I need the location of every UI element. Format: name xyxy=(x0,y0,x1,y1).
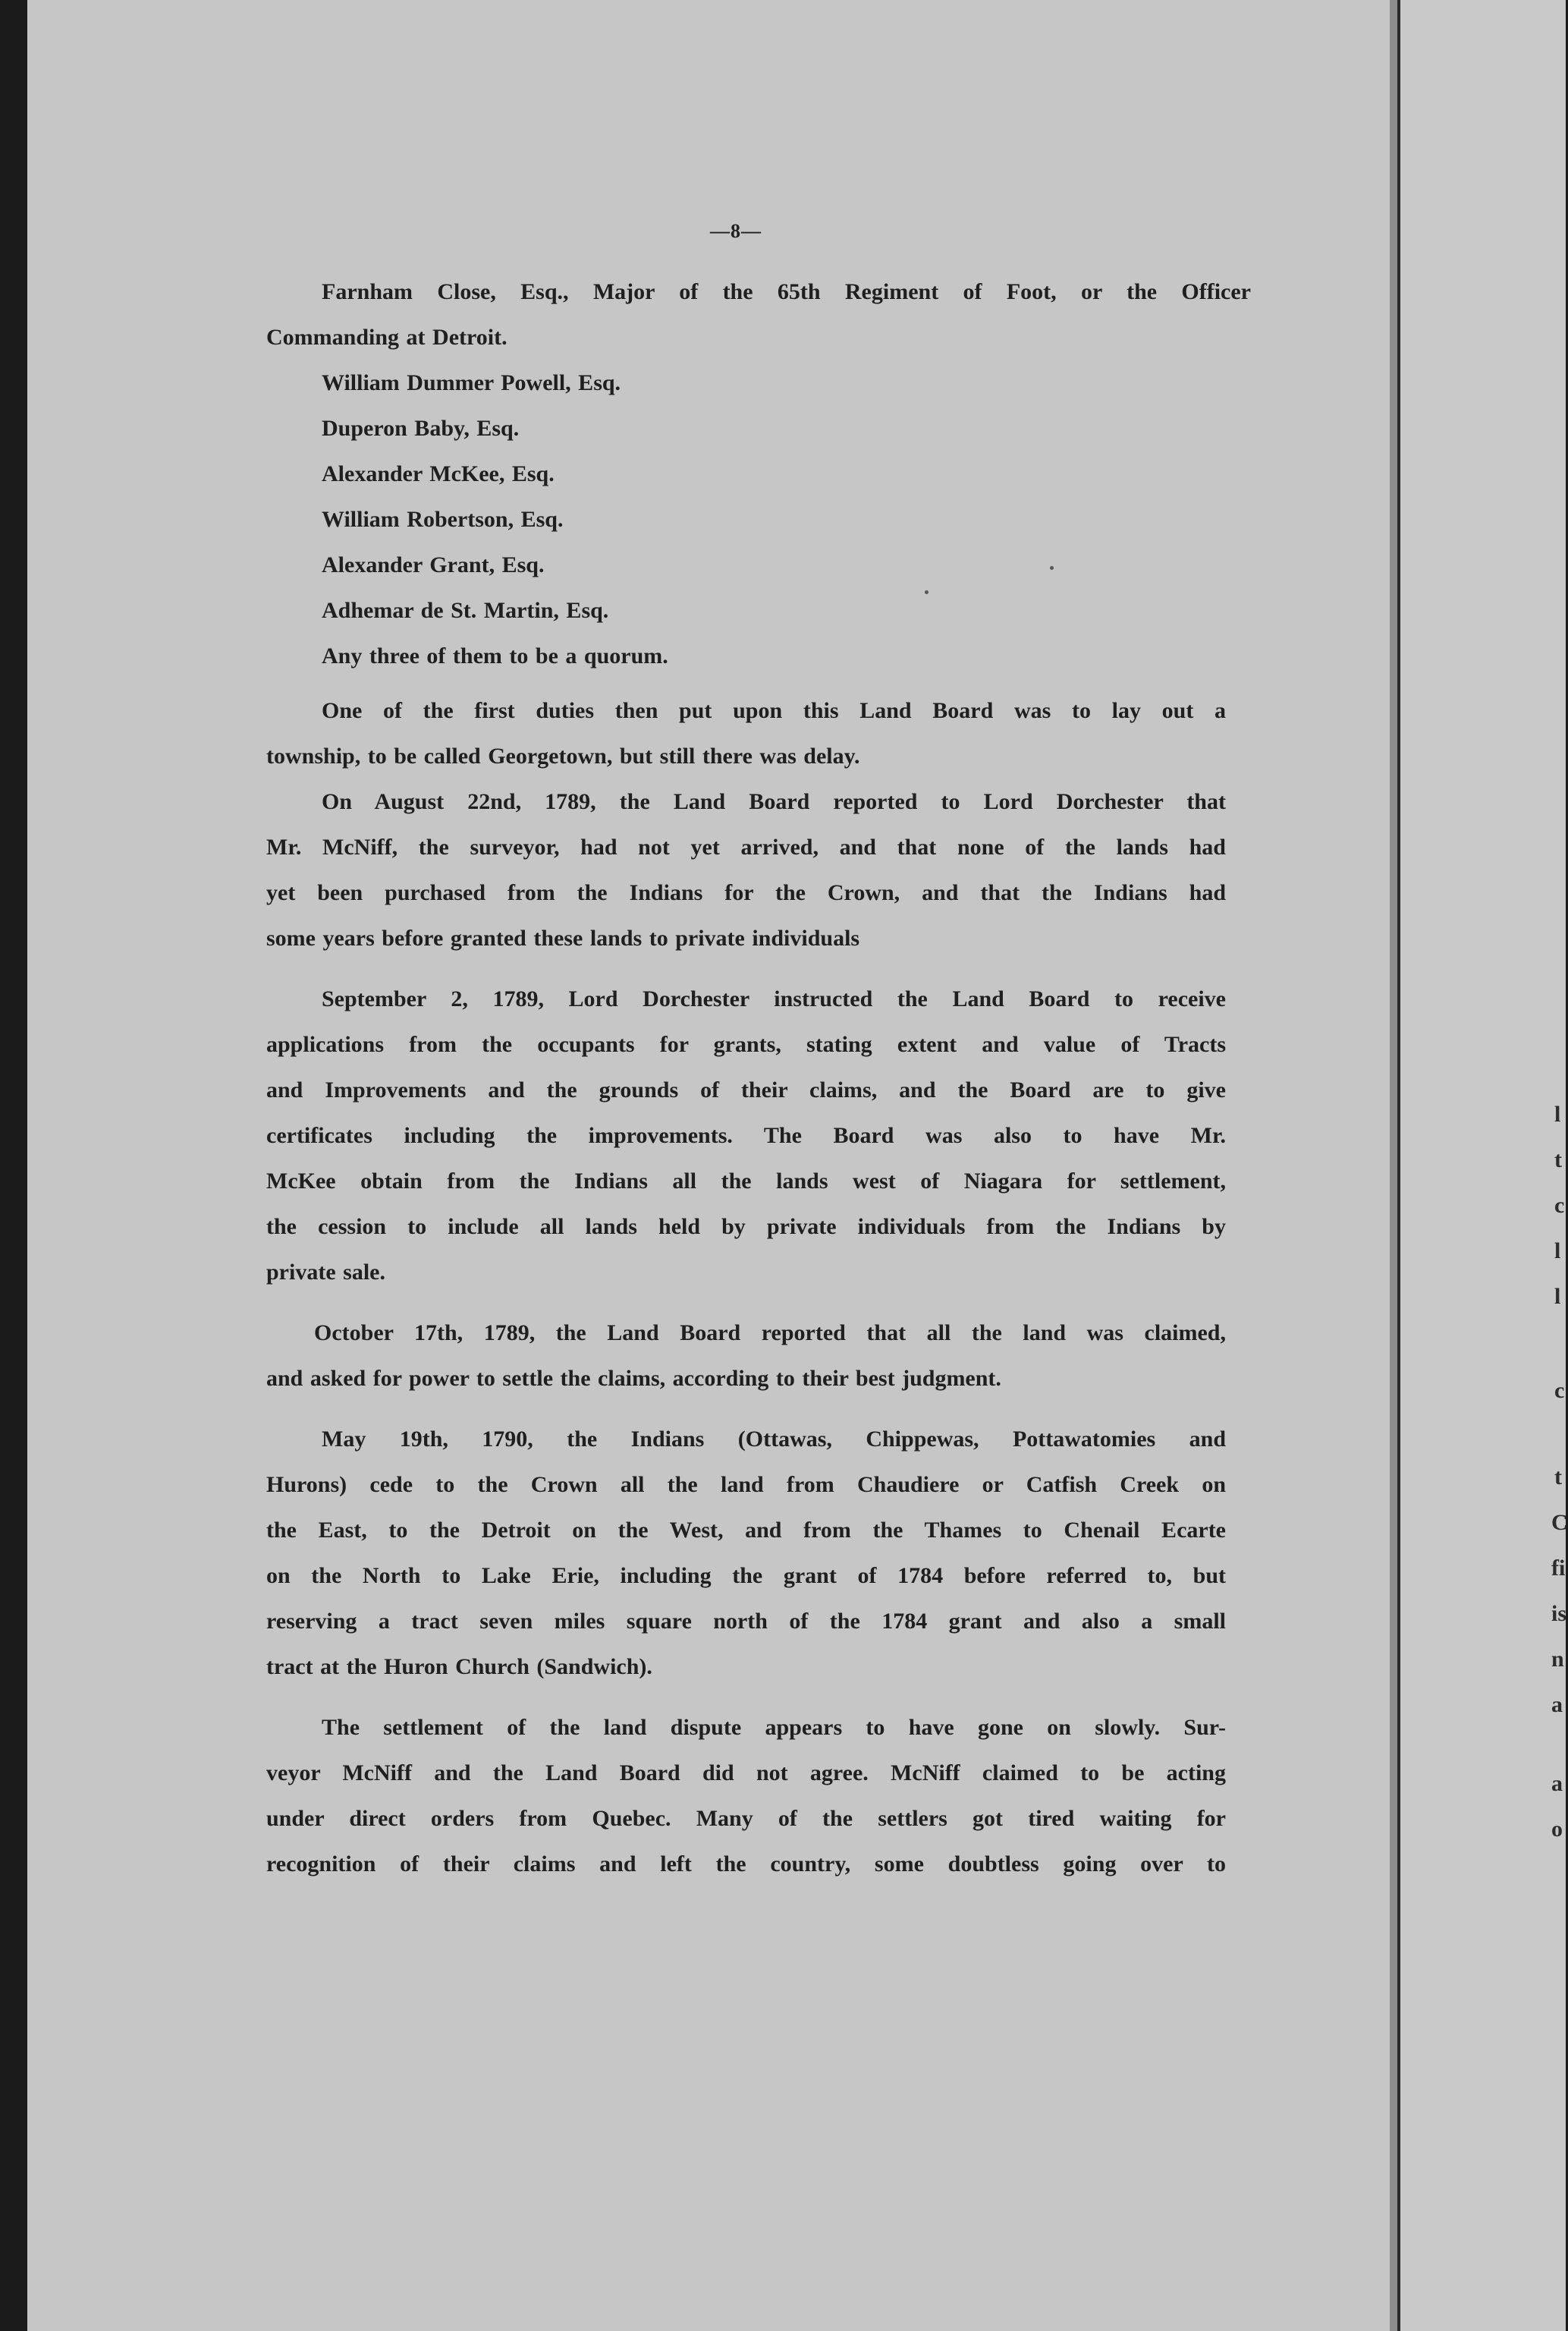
right-page-fragment: C xyxy=(1551,1510,1568,1535)
text-line: William Dummer Powell, Esq. xyxy=(322,370,621,395)
text-line: and asked for power to settle the claims, according to their best judgment. xyxy=(266,1366,1001,1391)
text-line: certificates including the improvements. The Board was also to have Mr. xyxy=(266,1123,1226,1148)
text-line: recognition of their claims and left the country, some doubtless going over to xyxy=(266,1851,1226,1876)
right-page-fragment: c xyxy=(1554,1378,1565,1403)
text-line: under direct orders from Quebec. Many of the settlers got tired waiting for xyxy=(266,1806,1226,1831)
text-line: Commanding at Detroit. xyxy=(266,325,507,350)
text-line: on the North to Lake Erie, including the grant of 1784 before referred to, but xyxy=(266,1563,1226,1588)
text-line: Mr. McNiff, the surveyor, had not yet arrived, and that none of the lands had xyxy=(266,835,1226,860)
right-page-fragment: a xyxy=(1551,1692,1563,1717)
text-line: Alexander McKee, Esq. xyxy=(322,461,555,486)
right-page-fragment: l xyxy=(1554,1284,1561,1309)
text-line: The settlement of the land dispute appears to have gone on slowly. Sur- xyxy=(322,1715,1226,1740)
right-page-fragment: l xyxy=(1554,1102,1561,1127)
right-page-edge xyxy=(1400,0,1566,2331)
right-page-fragment: fi xyxy=(1551,1556,1566,1581)
text-line: McKee obtain from the Indians all the lands west of Niagara for settlement, xyxy=(266,1169,1226,1194)
text-line: William Robertson, Esq. xyxy=(322,507,564,532)
right-page-fragment: n xyxy=(1551,1647,1564,1672)
text-line: On August 22nd, 1789, the Land Board reported to Lord Dorchester that xyxy=(322,789,1226,814)
text-line: Hurons) cede to the Crown all the land from Chaudiere or Catfish Creek on xyxy=(266,1472,1226,1497)
text-line: May 19th, 1790, the Indians (Ottawas, Chippewas, Pottawatomies and xyxy=(322,1427,1226,1452)
scan-speck xyxy=(925,590,929,594)
text-line: tract at the Huron Church (Sandwich). xyxy=(266,1654,652,1679)
text-line: Adhemar de St. Martin, Esq. xyxy=(322,598,609,623)
text-line: Duperon Baby, Esq. xyxy=(322,416,520,441)
text-line: October 17th, 1789, the Land Board reported that all the land was claimed, xyxy=(314,1320,1226,1345)
text-line: some years before granted these lands to private individuals xyxy=(266,926,860,951)
text-line: Farnham Close, Esq., Major of the 65th Regiment of Foot, or the Officer xyxy=(322,279,1251,304)
text-line: the cession to include all lands held by private individuals from the Indians by xyxy=(266,1214,1226,1239)
right-page-fragment: a xyxy=(1551,1771,1563,1796)
right-page-fragment: l xyxy=(1554,1238,1561,1263)
text-line: One of the first duties then put upon this Land Board was to lay out a xyxy=(322,698,1226,723)
scan-speck xyxy=(1050,566,1054,570)
text-line: September 2, 1789, Lord Dorchester instructed the Land Board to receive xyxy=(322,986,1226,1011)
page-number: —8— xyxy=(710,220,762,242)
text-line: the East, to the Detroit on the West, and from the Thames to Chenail Ecarte xyxy=(266,1518,1226,1543)
text-line: reserving a tract seven miles square north of the 1784 grant and also a small xyxy=(266,1609,1226,1634)
text-line: Any three of them to be a quorum. xyxy=(322,643,668,668)
right-page-fragment: o xyxy=(1551,1817,1563,1842)
left-page xyxy=(27,0,1399,2331)
text-line: and Improvements and the grounds of their claims, and the Board are to give xyxy=(266,1077,1226,1103)
right-page-fragment: t xyxy=(1554,1464,1562,1490)
page-text xyxy=(27,0,1399,2331)
right-page-fragment: t xyxy=(1554,1147,1562,1172)
text-line: private sale. xyxy=(266,1260,385,1285)
text-line: township, to be called Georgetown, but still there was delay. xyxy=(266,744,860,769)
text-line: yet been purchased from the Indians for the Crown, and that the Indians had xyxy=(266,880,1226,905)
text-line: veyor McNiff and the Land Board did not agree. McNiff claimed to be acting xyxy=(266,1760,1226,1785)
text-line: Alexander Grant, Esq. xyxy=(322,552,545,577)
right-page-fragment: is xyxy=(1551,1601,1567,1626)
text-line: applications from the occupants for grants, stating extent and value of Tracts xyxy=(266,1032,1226,1057)
right-page-fragment: c xyxy=(1554,1193,1565,1218)
